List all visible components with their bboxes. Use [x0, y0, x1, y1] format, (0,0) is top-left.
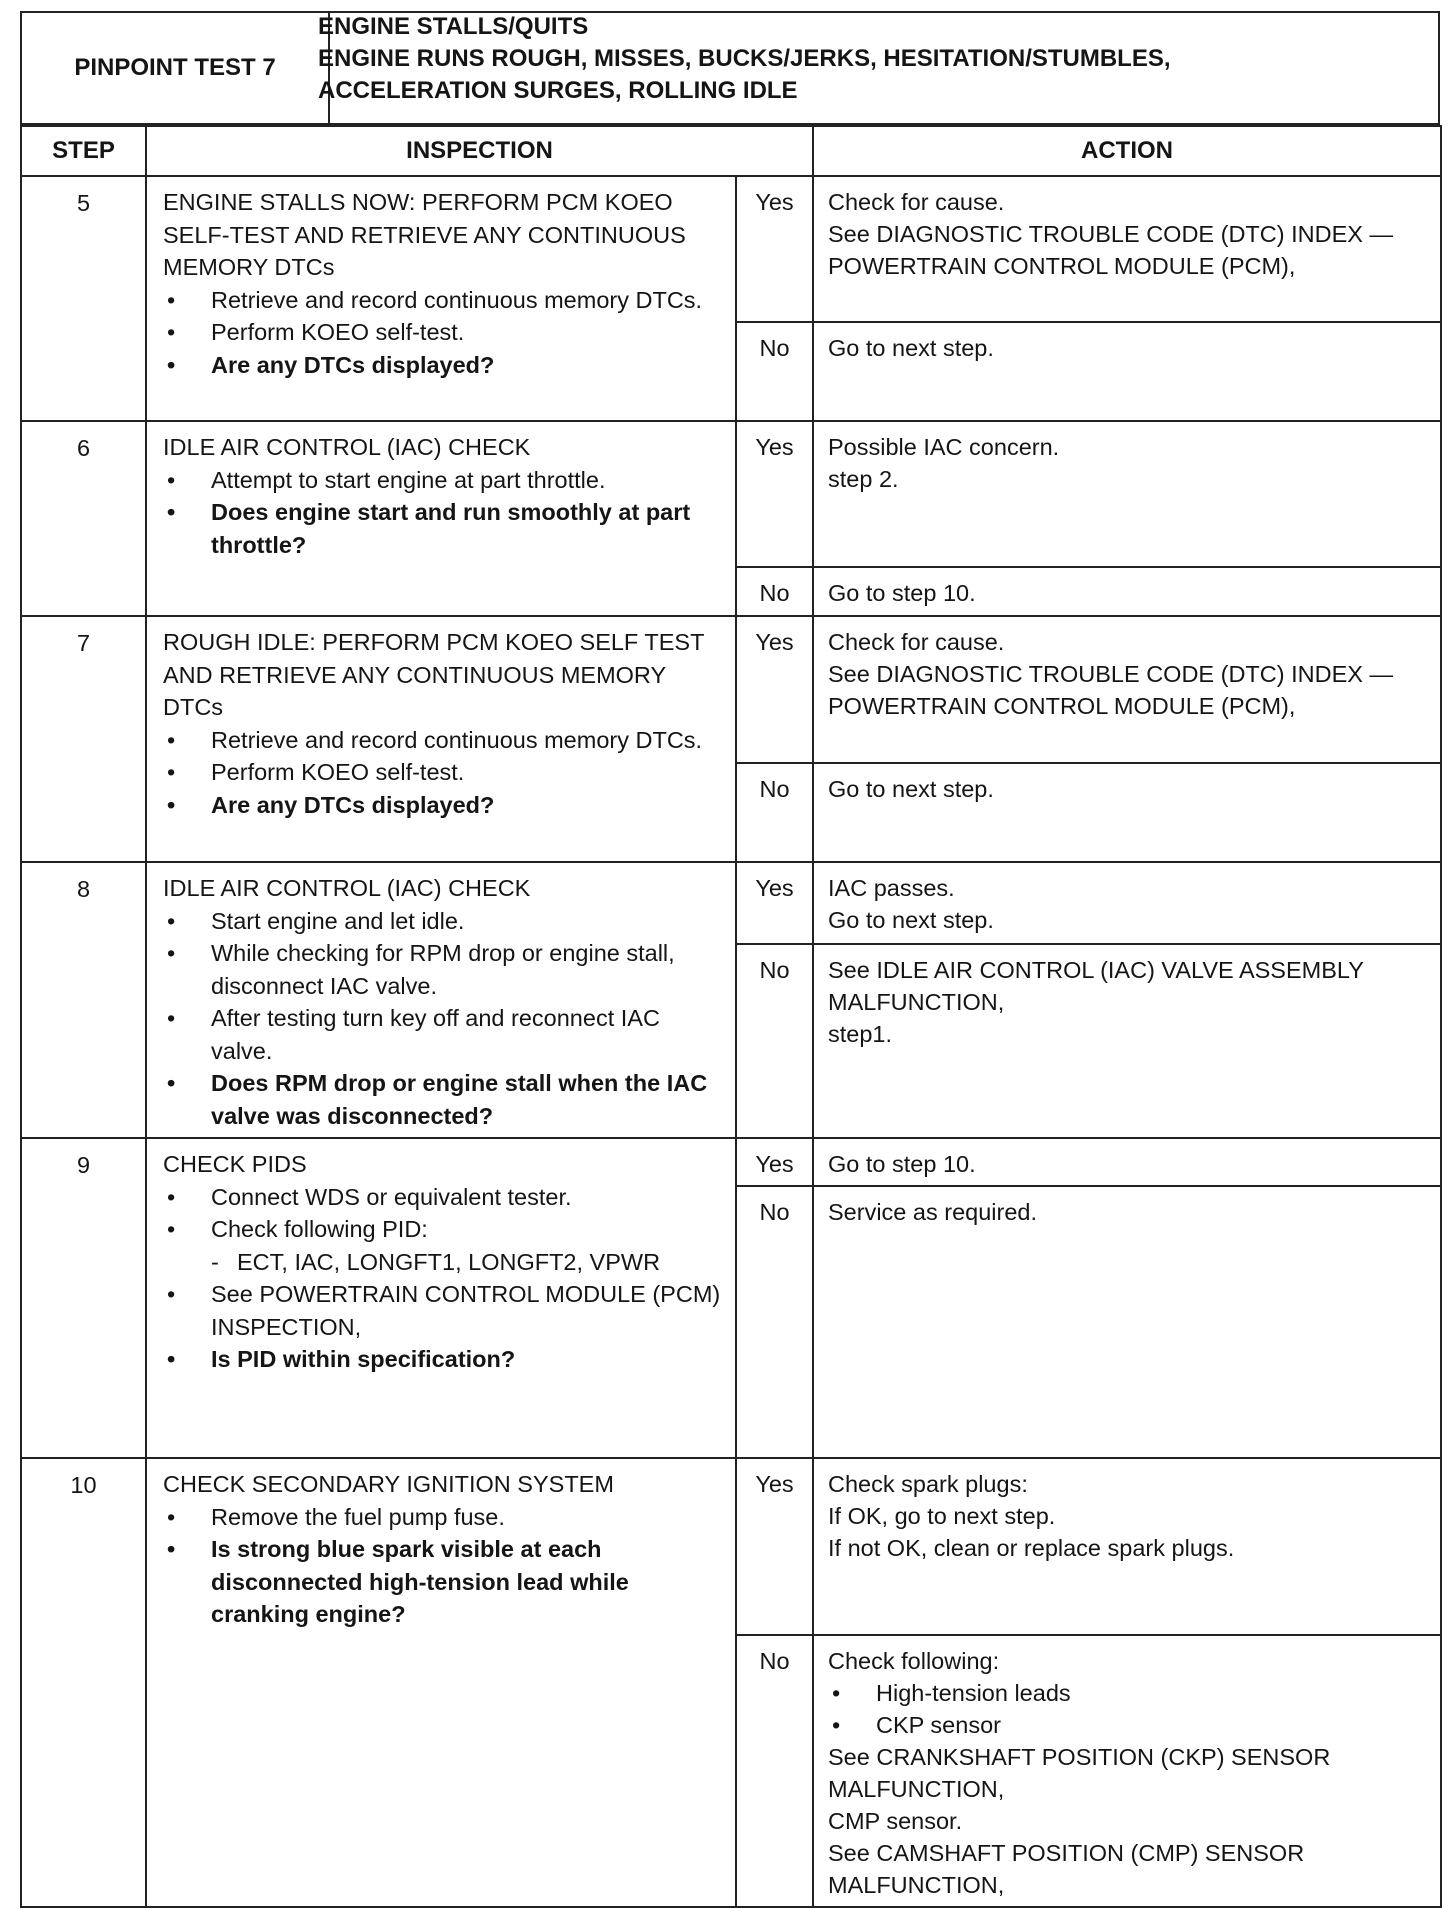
yes-action — [813, 616, 1441, 763]
pinpoint-test-table — [20, 125, 1442, 1908]
no-label: No — [736, 944, 813, 1138]
inspection-title: ROUGH IDLE: PERFORM PCM KOEO SELF TEST AND RETRIEVE ANY CONTINUOUS MEMORY DTCs — [163, 629, 705, 720]
inspection-bullet: • Check following PID: — [163, 1213, 721, 1246]
step-number: 6 — [21, 421, 146, 616]
table-row — [21, 176, 1441, 322]
inspection-question: • Is PID within specification? — [163, 1343, 721, 1376]
action-line: If OK, go to next step. — [828, 1503, 1056, 1529]
step-inspection — [146, 1138, 736, 1458]
inspection-bullet: • Remove the fuel pump fuse. — [163, 1501, 721, 1534]
test-id: PINPOINT TEST 7 — [22, 13, 330, 123]
table-row — [21, 616, 1441, 763]
inspection-question: • Are any DTCs displayed? — [163, 349, 721, 382]
action-line: Possible IAC concern. — [828, 434, 1060, 460]
action-line: Check spark plugs: — [828, 1471, 1028, 1497]
yes-action — [813, 1458, 1441, 1635]
no-label: No — [736, 322, 813, 421]
no-label: No — [736, 567, 813, 616]
step-inspection — [146, 1458, 736, 1907]
action-line: Check following: — [828, 1648, 1000, 1674]
step-number: 5 — [21, 176, 146, 421]
action-line: step1. — [828, 1021, 893, 1047]
action-line: step 2. — [828, 466, 899, 492]
yes-action — [813, 176, 1441, 322]
action-line: Check for cause. — [828, 189, 1005, 215]
inspection-title: IDLE AIR CONTROL (IAC) CHECK — [163, 875, 531, 901]
inspection-bullet: • While checking for RPM drop or engine stall, disconnect IAC valve. — [163, 937, 721, 1002]
inspection-bullet: • Connect WDS or equivalent tester. — [163, 1181, 721, 1214]
inspection-title: ENGINE STALLS NOW: PERFORM PCM KOEO SELF-TEST AND RETRIEVE ANY CONTINUOUS MEMORY DTCs — [163, 189, 686, 280]
step-number: 8 — [21, 862, 146, 1138]
no-action — [813, 1186, 1441, 1458]
test-title-line: ACCELERATION SURGES, ROLLING IDLE — [318, 77, 798, 104]
inspection-bullet: • Perform KOEO self-test. — [163, 756, 721, 789]
action-line: Check for cause. — [828, 629, 1005, 655]
inspection-title: IDLE AIR CONTROL (IAC) CHECK — [163, 434, 531, 460]
column-header-action: ACTION — [813, 126, 1441, 176]
yes-action — [813, 421, 1441, 567]
no-label: No — [736, 1186, 813, 1458]
table-row — [21, 862, 1441, 944]
action-line: See DIAGNOSTIC TROUBLE CODE (DTC) INDEX — POWERTRAIN CONTROL MODULE (PCM), — [828, 221, 1393, 279]
test-title-line: ENGINE RUNS ROUGH, MISSES, BUCKS/JERKS, HESITATION/STUMBLES, — [318, 45, 1171, 72]
action-line: If not OK, clean or replace spark plugs. — [828, 1535, 1235, 1561]
inspection-bullet: • Attempt to start engine at part throttle. — [163, 464, 721, 497]
inspection-question: • Does RPM drop or engine stall when the IAC valve was disconnected? — [163, 1067, 721, 1132]
step-inspection — [146, 176, 736, 421]
step-number: 7 — [21, 616, 146, 862]
step-inspection — [146, 421, 736, 616]
yes-label: Yes — [736, 862, 813, 944]
action-line: Service as required. — [828, 1199, 1037, 1225]
action-line: See IDLE AIR CONTROL (IAC) VALVE ASSEMBLY MALFUNCTION, — [828, 957, 1364, 1015]
inspection-bullet: • Retrieve and record continuous memory DTCs. — [163, 284, 721, 317]
step-inspection — [146, 616, 736, 862]
no-action — [813, 944, 1441, 1138]
yes-label: Yes — [736, 1458, 813, 1635]
action-line: IAC passes. — [828, 875, 955, 901]
inspection-question: • Does engine start and run smoothly at part throttle? — [163, 496, 721, 561]
inspection-bullet: • Perform KOEO self-test. — [163, 316, 721, 349]
column-header-inspection: INSPECTION — [146, 126, 813, 176]
yes-label: Yes — [736, 176, 813, 322]
action-line: See CRANKSHAFT POSITION (CKP) SENSOR MALFUNCTION, — [828, 1744, 1331, 1802]
action-line: Go to next step. — [828, 907, 994, 933]
table-header-row — [21, 126, 1441, 176]
test-title — [318, 11, 1171, 107]
inspection-bullet: • After testing turn key off and reconnect IAC valve. — [163, 1002, 721, 1067]
column-header-step: STEP — [21, 126, 146, 176]
inspection-bullet: • Retrieve and record continuous memory DTCs. — [163, 724, 721, 757]
inspection-question: • Is strong blue spark visible at each disconnected high-tension lead while cranking engine? — [163, 1533, 721, 1631]
inspection-title: CHECK PIDS — [163, 1151, 307, 1177]
action-line: See DIAGNOSTIC TROUBLE CODE (DTC) INDEX — POWERTRAIN CONTROL MODULE (PCM), — [828, 661, 1393, 719]
no-action — [813, 1635, 1441, 1907]
action-line: Go to next step. — [828, 335, 994, 361]
table-row — [21, 1138, 1441, 1186]
action-line: CMP sensor. — [828, 1808, 963, 1834]
step-number: 9 — [21, 1138, 146, 1458]
step-number: 10 — [21, 1458, 146, 1907]
action-bullet: • High-tension leads — [828, 1677, 1428, 1709]
action-line: See CAMSHAFT POSITION (CMP) SENSOR MALFUNCTION, — [828, 1840, 1305, 1898]
inspection-bullet: • See POWERTRAIN CONTROL MODULE (PCM) INSPECTION, — [163, 1278, 721, 1343]
yes-label: Yes — [736, 616, 813, 763]
no-action — [813, 322, 1441, 421]
test-title-line: ENGINE STALLS/QUITS — [318, 13, 589, 40]
inspection-bullet: • Start engine and let idle. — [163, 905, 721, 938]
inspection-title: CHECK SECONDARY IGNITION SYSTEM — [163, 1471, 614, 1497]
action-line: Go to step 10. — [828, 580, 976, 606]
table-row — [21, 421, 1441, 567]
no-label: No — [736, 1635, 813, 1907]
action-line: Go to next step. — [828, 776, 994, 802]
yes-label: Yes — [736, 421, 813, 567]
table-row — [21, 1458, 1441, 1635]
action-bullet: • CKP sensor — [828, 1709, 1428, 1741]
inspection-question: • Are any DTCs displayed? — [163, 789, 721, 822]
inspection-sub-item: - ECT, IAC, LONGFT1, LONGFT2, VPWR — [211, 1246, 721, 1279]
step-inspection — [146, 862, 736, 1138]
yes-action — [813, 862, 1441, 944]
no-label: No — [736, 763, 813, 862]
yes-label: Yes — [736, 1138, 813, 1186]
action-line: Go to step 10. — [828, 1151, 976, 1177]
yes-action — [813, 1138, 1441, 1186]
no-action — [813, 567, 1441, 616]
no-action — [813, 763, 1441, 862]
